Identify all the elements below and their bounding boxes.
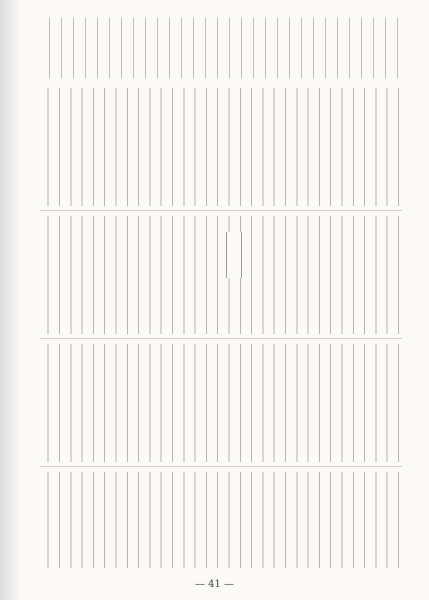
header-text-block (40, 18, 402, 78)
page-gutter-shadow (0, 0, 22, 600)
tier-divider (40, 338, 402, 339)
page-number: — 41 — (194, 579, 235, 590)
tier-divider (40, 466, 402, 467)
vertical-text-tier-4 (40, 472, 402, 568)
vertical-text-tier-2 (40, 216, 402, 334)
tier-divider (40, 210, 402, 211)
section-heading-box (226, 232, 242, 278)
vertical-text-tier-3 (40, 344, 402, 462)
vertical-text-tier-1 (40, 88, 402, 206)
